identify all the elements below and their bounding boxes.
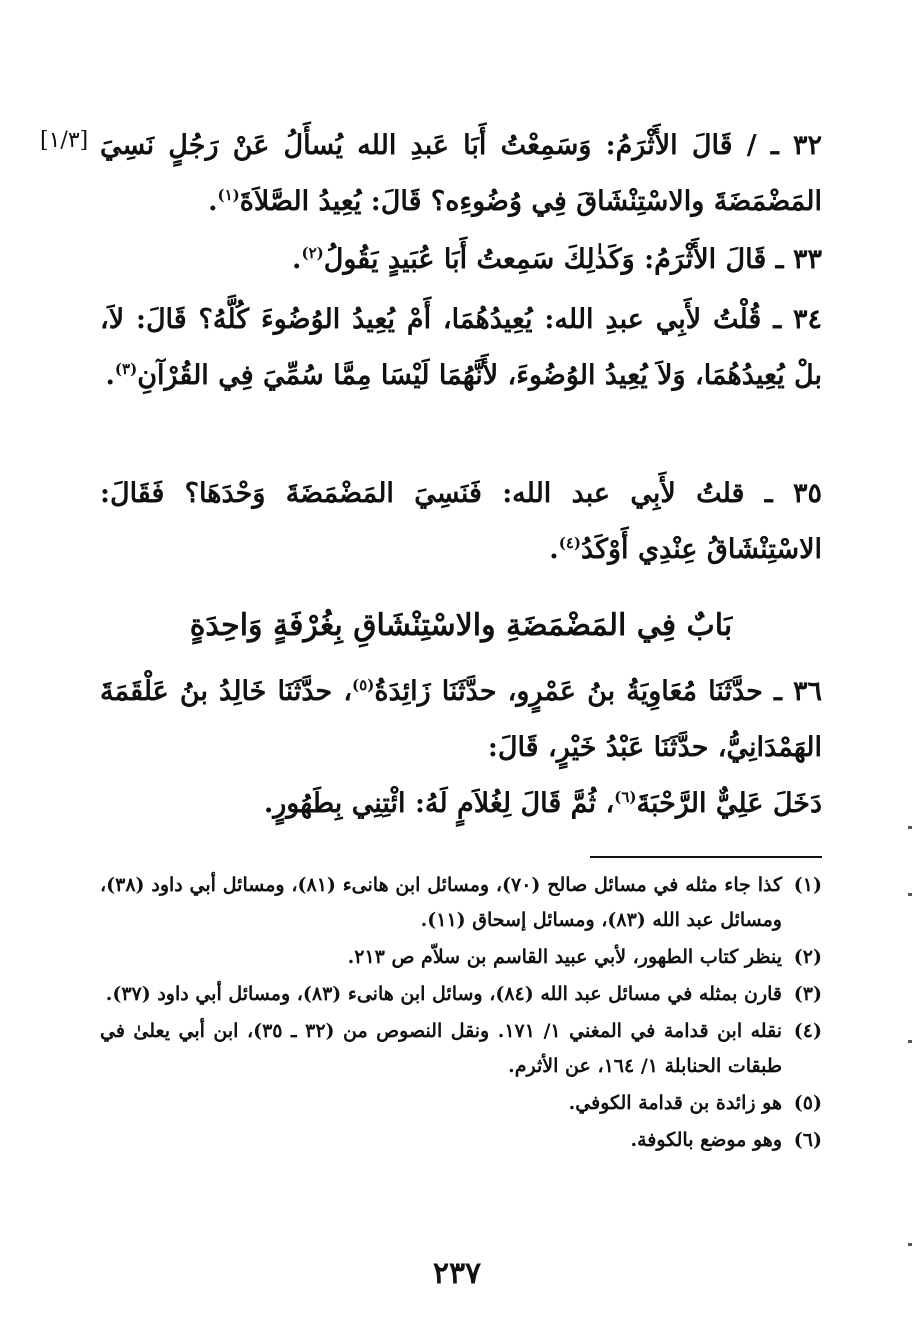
footnote — [100, 1086, 822, 1121]
footnote-number: (٦) — [793, 1129, 822, 1151]
paragraph-text: قُلْتُ لأَبِي عبدِ الله: يُعِيدُهُمَا، أَمْ يُعِيدُ الوُضُوءَ كُلَّهُ؟ قَالَ: لاَ، بلْ يُعِيدُهُمَا، وَلاَ يُعِيدُ الوُضُوءَ، لأَنَّهُمَا لَيْسَا مِمَّا سُمِّيَ فِي القُرْآنِ — [100, 304, 822, 391]
footnote-ref[interactable]: (١) — [217, 186, 240, 204]
footnote — [100, 1014, 822, 1084]
footnote-number: (٢) — [793, 946, 822, 968]
paragraph-number: ٣٢ — [792, 130, 822, 161]
footnotes-section — [100, 868, 822, 1160]
footnote-text: نقله ابن قدامة في المغني ١/ ١٧١. ونقل النصوص من (٣٢ ـ ٣٥)، ابن أبي يعلىٰ في طبقات الحنابلة ١/ ١٦٤، عن الأثرم. — [100, 1020, 782, 1077]
footnote-ref[interactable]: (٢) — [301, 244, 324, 262]
paragraph-33: ٣٣ ـ قَالَ الأَثْرَمُ: وَكَذٰلِكَ سَمِعتُ أَبَا عُبَيدٍ يَقُولُ$^{(٢)}$. — [292, 244, 822, 275]
footnote-ref[interactable]: (٥) — [352, 676, 375, 694]
footnote — [100, 1123, 822, 1158]
paragraph-end: . — [292, 244, 302, 275]
footnote-text: وهو موضع بالكوفة. — [630, 1129, 782, 1151]
paragraph-32: ٣٢ ـ / قَالَ الأَثْرَمُ: وَسَمِعْتُ أَبَا عَبدِ الله يُسأَلُ عَنْ رَجُلٍ نَسِيَ المَضْمَضَةَ والاسْتِنْشَاقَ فِي وُضُوءِه؟ قَالَ: يُعِيدُ الصَّلاَةَ$^{(١)}$. [١/٣] — [40, 128, 822, 217]
scan-mark — [908, 1040, 912, 1043]
footnote-number: (٣) — [793, 983, 822, 1005]
footnote-separator — [590, 856, 822, 858]
paragraph-35: ٣٥ ـ قلتُ لأَبِي عبد الله: فَنَسِيَ المَضْمَضَةَ وَحْدَهَا؟ فَقَالَ: الاسْتِنْشَاقُ عِنْدِي أَوْكَدُ$^{(٤)}$. — [100, 478, 822, 565]
chapter-heading: بَابٌ فِي المَضْمَضَةِ والاسْتِنْشَاقِ بِغُرْفَةٍ وَاحِدَةٍ — [189, 608, 733, 643]
paragraph-number: ٣٣ — [792, 244, 822, 275]
manuscript-folio-ref: [١/٣] — [40, 128, 89, 153]
paragraph-number: ٣٦ — [792, 676, 822, 707]
footnote — [100, 977, 822, 1012]
footnote-text: قارن بمثله في مسائل عبد الله (٨٤)، وسائل ابن هانىء (٨٣)، ومسائل أبي داود (٣٧). — [105, 983, 782, 1005]
footnote-text: كذا جاء مثله في مسائل صالح (٧٠)، ومسائل ابن هانىء (٨١)، ومسائل أبي داود (٣٨)، ومسائل عبد الله (٨٣)، ومسائل إسحاق (١١). — [100, 874, 782, 931]
paragraph-text-cont: ، حدَّثَنَا خَالِدُ بنُ عَلْقَمَةَ الهَمْدَانِيُّ، حدَّثَنَا عَبْدُ خَيْرٍ، قَالَ: — [100, 676, 822, 763]
paragraph-text: / قَالَ الأَثْرَمُ: وَسَمِعْتُ أَبَا عَبدِ الله يُسأَلُ عَنْ رَجُلٍ نَسِيَ المَضْمَضَةَ والاسْتِنْشَاقَ فِي وُضُوءِه؟ قَالَ: يُعِيدُ الصَّلاَةَ — [100, 130, 822, 217]
scan-mark — [908, 826, 912, 829]
footnote — [100, 868, 822, 938]
footnote-number: (٥) — [793, 1092, 822, 1114]
paragraph-36: ٣٦ ـ حدَّثَنَا مُعَاوِيَةُ بنُ عَمْرٍو، حدَّثَنَا زَائِدَةُ$^{(٥)}$، حدَّثَنَا خَالِدُ بنُ عَلْقَمَةَ الهَمْدَانِيُّ، حدَّثَنَا عَبْدُ خَيْرٍ، قَالَ: دَخَلَ عَلِيٌّ الرَّحْبَةَ$^{(٦)}$، ثُمَّ قَالَ لِغُلاَمٍ لَهُ: ائْتِنِي بِطَهُورٍ. — [100, 676, 822, 819]
footnote-text: هو زائدة بن قدامة الكوفي. — [568, 1092, 782, 1114]
paragraph-text: قَالَ الأَثْرَمُ: وَكَذٰلِكَ سَمِعتُ أَبَا عُبَيدٍ يَقُولُ — [323, 244, 767, 275]
footnote-number: (٤) — [793, 1020, 822, 1042]
footnote-number: (١) — [793, 874, 822, 896]
quote-text-cont: ، ثُمَّ قَالَ لِغُلاَمٍ لَهُ: ائْتِنِي بِطَهُورٍ. — [263, 788, 615, 819]
footnote — [100, 940, 822, 975]
paragraph-end: . — [105, 360, 115, 391]
paragraph-text: قلتُ لأَبِي عبد الله: فَنَسِيَ المَضْمَضَةَ وَحْدَهَا؟ فَقَالَ: الاسْتِنْشَاقُ عِنْدِي أَوْكَدُ — [100, 478, 822, 565]
paragraph-end: . — [549, 534, 559, 565]
paragraph-end: . — [208, 186, 218, 217]
paragraph-text: حدَّثَنَا مُعَاوِيَةُ بنُ عَمْرٍو، حدَّثَنَا زَائِدَةُ — [374, 676, 763, 707]
footnote-ref[interactable]: (٤) — [558, 534, 581, 552]
footnote-text: ينظر كتاب الطهور، لأبي عبيد القاسم بن سلاّم ص ٢١٣. — [347, 946, 782, 968]
scan-mark — [908, 893, 912, 896]
paragraph-number: ٣٤ — [792, 304, 822, 335]
scan-mark — [908, 1243, 912, 1246]
footnote-ref[interactable]: (٣) — [114, 360, 138, 378]
paragraph-number: ٣٥ — [792, 478, 822, 509]
paragraph-34: ٣٤ ـ قُلْتُ لأَبِي عبدِ الله: يُعِيدُهُمَا، أَمْ يُعِيدُ الوُضُوءَ كُلَّهُ؟ قَالَ: لاَ، بلْ يُعِيدُهُمَا، وَلاَ يُعِيدُ الوُضُوءَ، لأَنَّهُمَا لَيْسَا مِمَّا سُمِّيَ فِي القُرْآنِ$^{(٣)}$. — [100, 304, 822, 391]
quote-text: دَخَلَ عَلِيٌّ الرَّحْبَةَ — [636, 788, 822, 819]
footnote-ref[interactable]: (٦) — [614, 788, 637, 806]
page-number: ٢٣٧ — [432, 1256, 482, 1291]
